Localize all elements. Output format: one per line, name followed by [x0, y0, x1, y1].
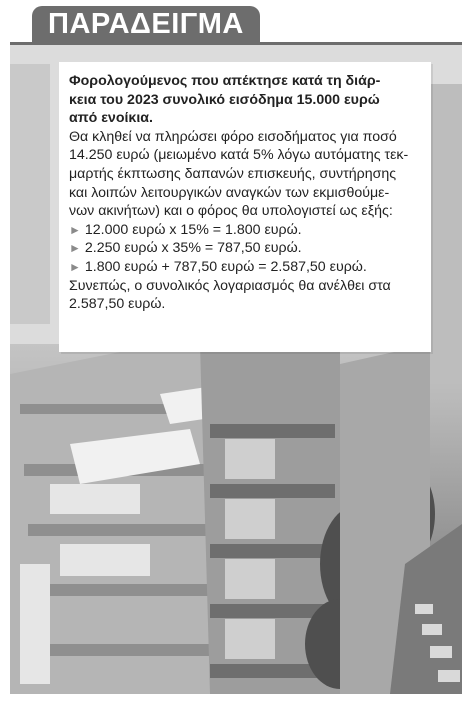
calculation-item [69, 239, 423, 258]
calculation-text: 1.800 ευρώ + 787,50 ευρώ = 2.587,50 ευρώ. [84, 258, 367, 275]
arrow-right-icon: ► [69, 222, 81, 237]
calculation-item [69, 258, 423, 277]
conclusion-line: Συνεπώς, ο συνολικός λογαριασμός θα ανέλθει στα [69, 277, 391, 294]
body-line: Θα κληθεί να πληρώσει φόρο εισοδήματος για ποσό [69, 128, 397, 145]
lead-line: Φορολογούμενος που απέκτησε κατά τη διάρ- [69, 73, 381, 89]
conclusion-line: 2.587,50 ευρώ. [69, 296, 166, 313]
conclusion-paragraph [69, 277, 423, 314]
lead-line: από ενοίκια. [69, 110, 153, 127]
calculation-text: 12.000 ευρώ x 15% = 1.800 ευρώ. [84, 221, 302, 238]
tag-underline [10, 42, 462, 45]
calculation-text: 2.250 ευρώ x 35% = 787,50 ευρώ. [84, 240, 302, 257]
body-paragraph [69, 128, 423, 221]
arrow-right-icon: ► [69, 241, 81, 256]
body-line: 14.250 ευρώ (μειωμένο κατά 5% λόγω αυτόματης τεκ- [69, 147, 409, 164]
lead-line: κεια του 2023 συνολικό εισόδημα 15.000 ευρώ [69, 91, 380, 108]
lead-paragraph [69, 72, 423, 128]
calculation-list [69, 221, 423, 277]
calculation-item [69, 221, 423, 240]
body-line: μαρτής έκπτωσης δαπανών επισκευής, συντήρησης [69, 165, 397, 182]
body-line: και λοιπών λειτουργικών αναγκών των εκμισθούμε- [69, 184, 390, 201]
example-tag: ΠΑΡΑΔΕΙΓΜΑ [32, 6, 260, 42]
body-line: νων ακινήτων) και ο φόρος θα υπολογιστεί ως εξής: [69, 203, 393, 220]
example-text-box [59, 62, 431, 352]
arrow-right-icon: ► [69, 259, 81, 274]
